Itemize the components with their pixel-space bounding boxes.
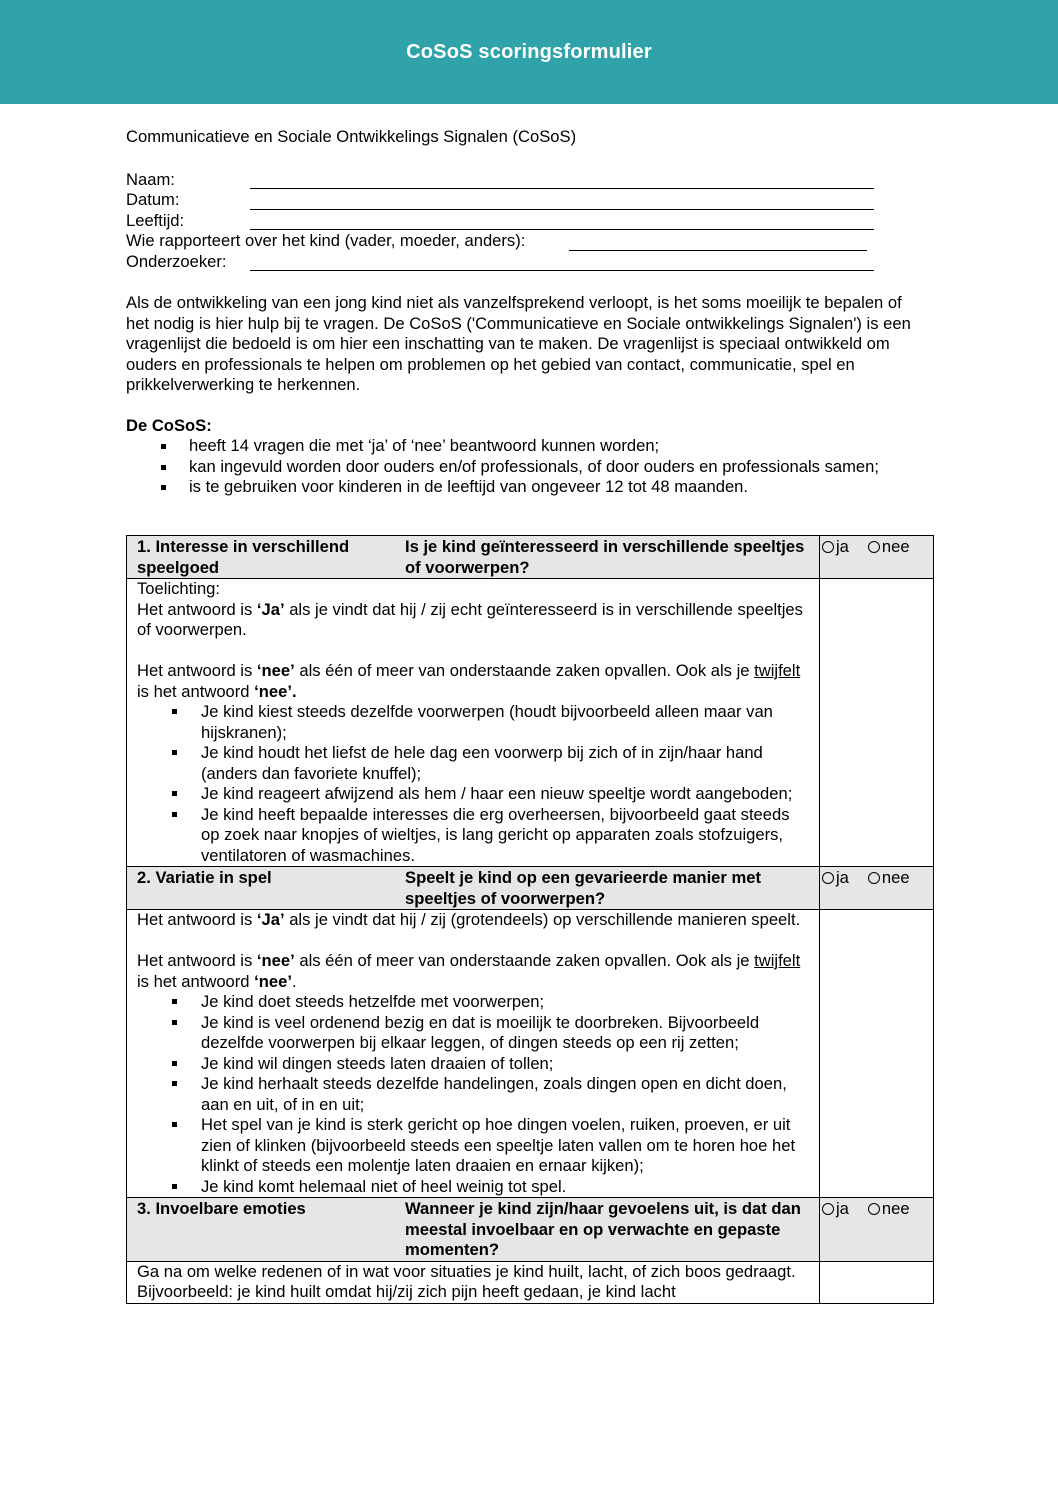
option-label: ja (836, 1199, 849, 1218)
q1-nee-option[interactable] (868, 537, 910, 558)
q2-nee-option[interactable] (868, 868, 910, 889)
field-datum (126, 190, 936, 211)
radio-circle-icon[interactable] (868, 872, 880, 884)
criteria-list (137, 702, 809, 866)
page-title: CoSoS scoringsformulier (406, 40, 652, 63)
list-item: Je kind houdt het liefst de hele dag een voorwerp bij zich of in zijn/haar hand (anders dan favoriete knuffel); (137, 743, 809, 784)
ja-explanation: Het antwoord is ‘Ja’ als je vindt dat hij / zij (grotendeels) op verschillende manieren speelt. (137, 910, 801, 929)
radio-circle-icon[interactable] (822, 872, 834, 884)
criteria-list (137, 992, 809, 1197)
option-label: nee (881, 1199, 910, 1218)
option-label: ja (836, 868, 849, 887)
answer-options (820, 867, 934, 910)
form-content (126, 127, 936, 498)
list-item: kan ingevuld worden door ouders en/of professionals, of door ouders en professionals samen; (126, 457, 936, 478)
question-explanation: Ga na om welke redenen of in wat voor situaties je kind huilt, lacht, of zich boos gedraagt. Bijvoorbeeld: je kind huilt omdat hij/zij zich pijn heeft gedaan, je kind lacht (127, 1261, 820, 1303)
list-item: Je kind herhaalt steeds dezelfde handelingen, zoals dingen open en dicht doen, aan en uit, of in en uit; (137, 1074, 809, 1115)
option-label: nee (881, 868, 910, 887)
cosos-list (126, 436, 936, 498)
q3-ja-option[interactable] (822, 1199, 849, 1220)
field-naam (126, 170, 936, 191)
ja-explanation: Het antwoord is ‘Ja’ als je vindt dat hij / zij echt geïnteresseerd is in verschillende speeltjes of voorwerpen. (137, 599, 803, 639)
question-2-body (127, 910, 934, 1198)
nee-explanation: Het antwoord is ‘nee’ als één of meer van onderstaande zaken opvallen. Ook als je twijfelt is het antwoord ‘nee’. (137, 661, 801, 701)
option-label: nee (881, 537, 910, 556)
datum-input-line[interactable] (250, 197, 874, 210)
field-label: Datum: (126, 190, 180, 209)
list-item: Je kind reageert afwijzend als hem / haar een nieuw speeltje wordt aangeboden; (137, 784, 809, 805)
field-rapporteur (126, 231, 936, 252)
list-item: Je kind komt helemaal niet of heel weinig tot spel. (137, 1177, 809, 1198)
answer-options (820, 536, 934, 579)
answer-options (820, 1198, 934, 1262)
field-label: Leeftijd: (126, 210, 185, 230)
list-item: Je kind doet steeds hetzelfde met voorwerpen; (137, 992, 809, 1013)
list-item: Je kind wil dingen steeds laten draaien of tollen; (137, 1054, 809, 1075)
list-item: is te gebruiken voor kinderen in de leeftijd van ongeveer 12 tot 48 maanden. (126, 477, 936, 498)
q3-nee-option[interactable] (868, 1199, 910, 1220)
question-explanation (127, 910, 820, 1198)
question-text: Is je kind geïnteresseerd in verschillende speeltjes of voorwerpen? (405, 537, 805, 577)
question-2-header (127, 867, 934, 910)
question-number: 2. Variatie in spel (137, 868, 272, 887)
intro-paragraph: Als de ontwikkeling van een jong kind niet als vanzelfsprekend verloopt, is het soms moeilijk te bepalen of het nodig is hier hulp bij te vragen. De CoSoS ('Communicatieve en Sociale ontwikkelings Signalen') is een vragenlijst die bedoeld is om hier een inschatting van te maken. De vragenlijst is speciaal ontwikkeld om ouders en professionals te helpen om problemen op het gebied van contact, communicatie, spel en prikkelverwerking te herkennen. (126, 293, 911, 394)
radio-circle-icon[interactable] (822, 541, 834, 553)
option-label: ja (836, 537, 849, 556)
question-number: 1. Interesse in verschillend speelgoed (137, 537, 350, 577)
list-item: Je kind kiest steeds dezelfde voorwerpen (houdt bijvoorbeeld alleen maar van hijskranen); (137, 702, 809, 743)
radio-circle-icon[interactable] (822, 1203, 834, 1215)
q1-ja-option[interactable] (822, 537, 849, 558)
question-table (126, 535, 934, 1304)
field-label: Onderzoeker: (126, 251, 227, 271)
onderzoeker-input-line[interactable] (250, 258, 874, 271)
form-subtitle: Communicatieve en Sociale Ontwikkelings Signalen (CoSoS) (126, 127, 577, 146)
radio-circle-icon[interactable] (868, 1203, 880, 1215)
question-1-header (127, 536, 934, 579)
list-item: Je kind is veel ordenend bezig en dat is moeilijk te doorbreken. Bijvoorbeeld dezelfde voorwerpen bij elkaar leggen, of dingen steeds op een rij zetten; (137, 1013, 809, 1054)
field-leeftijd (126, 211, 936, 232)
question-3-header (127, 1198, 934, 1262)
list-item: Je kind heeft bepaalde interesses die erg overheersen, bijvoorbeeld gaat steeds op zoek naar knopjes of wieltjes, is lang gericht op apparaten zoals stofzuigers, ventilatoren of wasmachines. (137, 805, 809, 867)
info-fields (126, 170, 936, 273)
list-item: heeft 14 vragen die met ‘ja’ of ‘nee’ beantwoord kunnen worden; (126, 436, 936, 457)
leeftijd-input-line[interactable] (250, 217, 874, 230)
toelichting-label: Toelichting: (137, 579, 221, 598)
answer-cell[interactable] (820, 1261, 934, 1303)
answer-cell[interactable] (820, 579, 934, 867)
answer-cell[interactable] (820, 910, 934, 1198)
field-label: Wie rapporteert over het kind (vader, moeder, anders): (126, 231, 526, 250)
q2-ja-option[interactable] (822, 868, 849, 889)
list-item: Het spel van je kind is sterk gericht op hoe dingen voelen, ruiken, proeven, er uit zien of klinken (bijvoorbeeld steeds een speeltje laten vallen om te horen hoe het klinkt of steeds een molentje laten draaien en ernaar kijken); (137, 1115, 809, 1177)
cosos-heading: De CoSoS: (126, 415, 212, 435)
question-number: 3. Invoelbare emoties (137, 1199, 306, 1218)
header-banner (0, 0, 1058, 104)
nee-explanation: Het antwoord is ‘nee’ als één of meer van onderstaande zaken opvallen. Ook als je twijfelt is het antwoord ‘nee’. (137, 951, 801, 991)
field-onderzoeker (126, 252, 936, 273)
rapporteur-input-line[interactable] (569, 238, 867, 251)
radio-circle-icon[interactable] (868, 541, 880, 553)
question-3-body (127, 1261, 934, 1303)
question-1-body (127, 579, 934, 867)
naam-input-line[interactable] (250, 176, 874, 189)
field-label: Naam: (126, 169, 175, 189)
question-explanation (127, 579, 820, 867)
question-text: Wanneer je kind zijn/haar gevoelens uit, is dat dan meestal invoelbaar en op verwachte en gepaste momenten? (405, 1199, 801, 1259)
question-text: Speelt je kind op een gevarieerde manier met speeltjes of voorwerpen? (405, 868, 761, 908)
